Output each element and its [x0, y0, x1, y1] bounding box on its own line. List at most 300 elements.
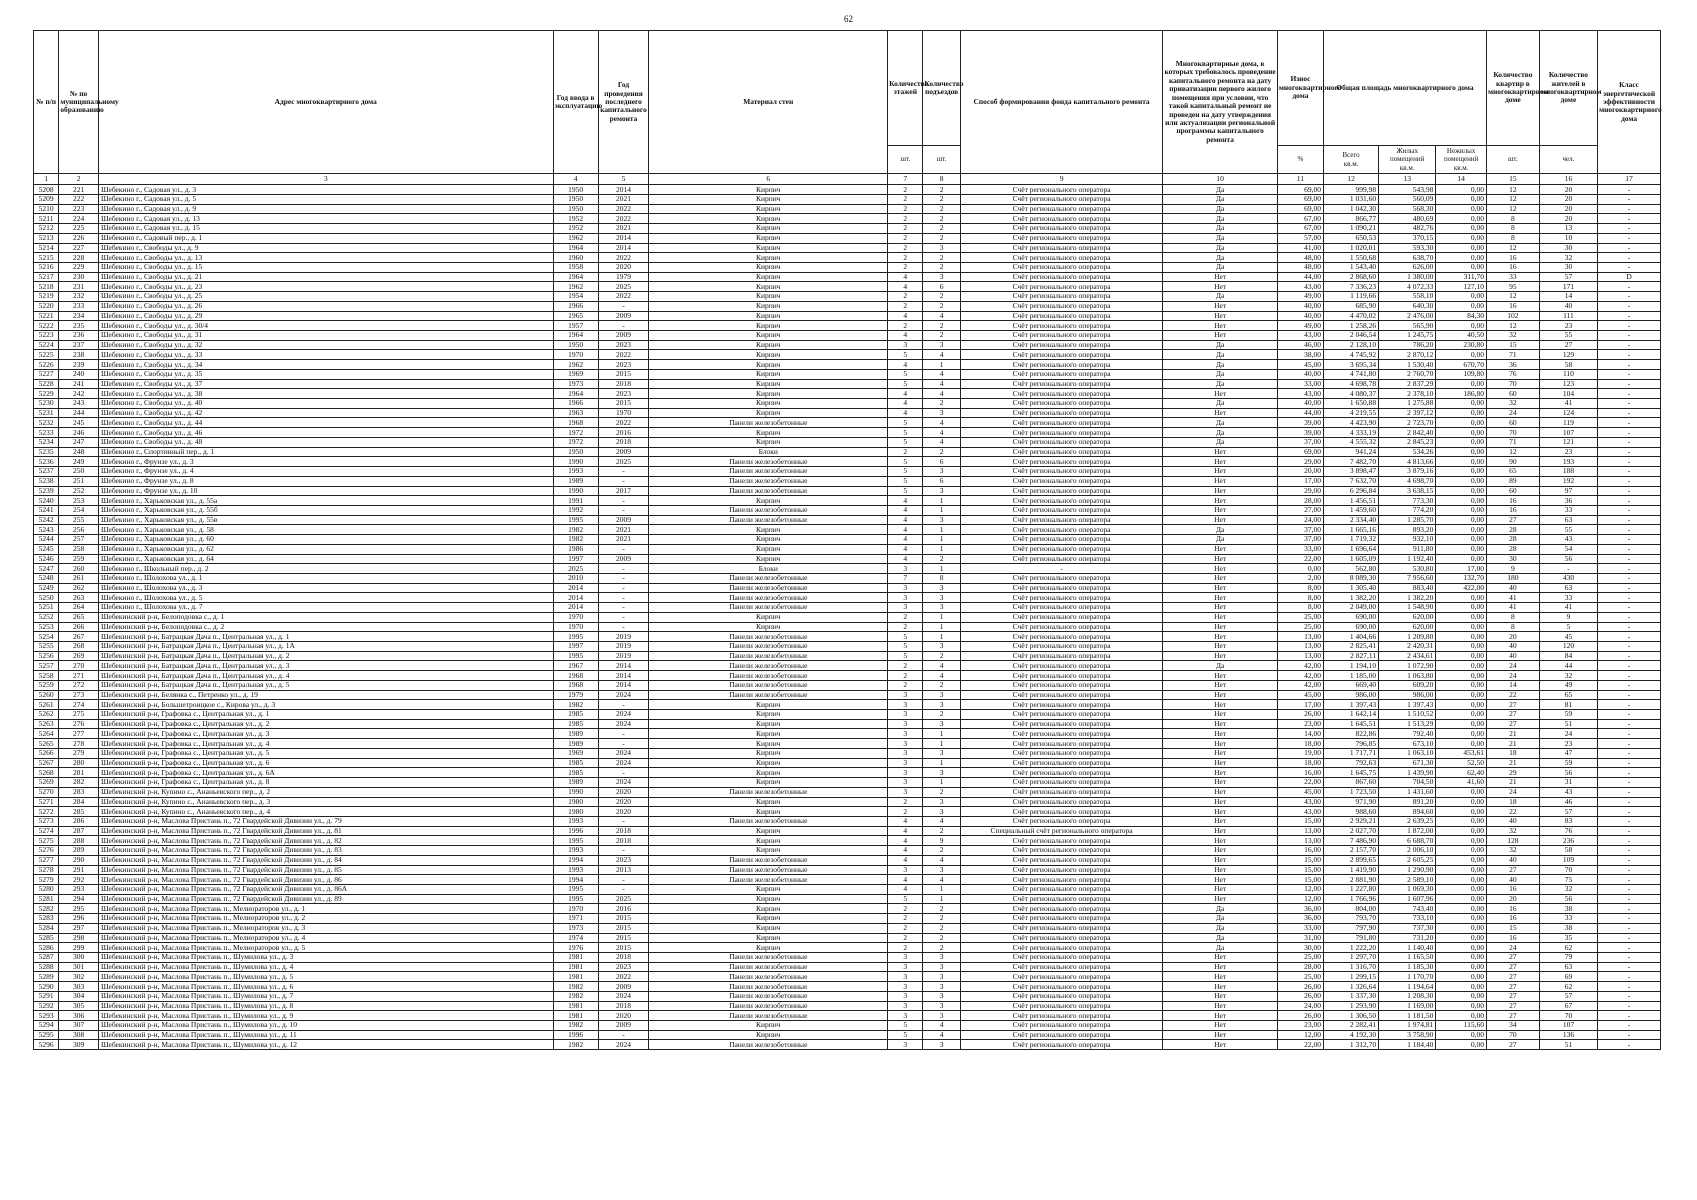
cell-fund-method: Счёт регионального оператора: [960, 573, 1163, 583]
cell-area-nonresidential: 0,00: [1436, 253, 1487, 263]
cell-residents: 14: [1539, 292, 1597, 302]
cell-floors: 5: [888, 428, 923, 438]
table-row: [34, 778, 1661, 788]
cell-area-residential: 640,30: [1379, 301, 1436, 311]
cell-apartments: 180: [1486, 573, 1539, 583]
cell-address: Шебекинский р-н, Маслова Пристань п., 72 Гвардейской Дивизии ул., д. 83: [98, 846, 553, 856]
cell-year-repair: -: [598, 729, 649, 739]
cell-area-total: 3 898,47: [1324, 467, 1379, 477]
cell-area-residential: 565,90: [1379, 321, 1436, 331]
cell-fund-method: Счёт регионального оператора: [960, 399, 1163, 409]
cell-residents: 59: [1539, 758, 1597, 768]
cell-municipal-number: 239: [59, 360, 99, 370]
cell-area-nonresidential: 0,00: [1436, 700, 1487, 710]
cell-row-number: 5249: [34, 583, 59, 593]
cell-area-total: 941,24: [1324, 447, 1379, 457]
cell-apartments: 12: [1486, 447, 1539, 457]
table-row: [34, 350, 1661, 360]
cell-apartments: 27: [1486, 710, 1539, 720]
cell-entrances: 2: [923, 194, 960, 204]
cell-year-repair: 2023: [598, 962, 649, 972]
cell-area-residential: 2 723,70: [1379, 418, 1436, 428]
cell-entrances: 6: [923, 457, 960, 467]
cell-address: Шебекинский р-н, Купино с., Ананьевского пер., д. 3: [98, 797, 553, 807]
cell-floors: 4: [888, 331, 923, 341]
cell-year-repair: 2025: [598, 282, 649, 292]
cell-wear-percent: 16,00: [1277, 768, 1323, 778]
table-row: [34, 914, 1661, 924]
cell-area-total: 2 049,00: [1324, 603, 1379, 613]
cell-energy-class: -: [1598, 399, 1661, 409]
cell-area-residential: 534,26: [1379, 447, 1436, 457]
cell-row-number: 5255: [34, 642, 59, 652]
table-row: [34, 282, 1661, 292]
cell-year-built: 1960: [553, 253, 598, 263]
cell-apartments: 128: [1486, 836, 1539, 846]
cell-year-built: 1990: [553, 486, 598, 496]
cell-row-number: 5292: [34, 1001, 59, 1011]
cell-row-number: 5223: [34, 331, 59, 341]
cell-address: Шебекинский р-н, Маслова Пристань п., Шумилова ул., д. 9: [98, 1011, 553, 1021]
cell-area-nonresidential: 0,00: [1436, 399, 1487, 409]
cell-fund-method: Счёт регионального оператора: [960, 729, 1163, 739]
cell-municipal-number: 306: [59, 1011, 99, 1021]
cell-area-nonresidential: 0,00: [1436, 262, 1487, 272]
cell-year-built: 1954: [553, 292, 598, 302]
table-row: [34, 991, 1661, 1001]
cell-year-repair: -: [598, 739, 649, 749]
cell-address: Шебекино г., Свободы ул., д. 21: [98, 272, 553, 282]
table-row: [34, 729, 1661, 739]
cell-year-built: 1989: [553, 778, 598, 788]
cell-apartments: 27: [1486, 1011, 1539, 1021]
cell-year-built: 1982: [553, 982, 598, 992]
cell-wall-material: Кирпич: [649, 914, 888, 924]
cell-residents: 20: [1539, 214, 1597, 224]
cell-wall-material: Панели железобетонные: [649, 972, 888, 982]
table-row: [34, 855, 1661, 865]
cell-repair-required: Нет: [1163, 1011, 1277, 1021]
cell-apartments: 27: [1486, 953, 1539, 963]
cell-area-total: 1 665,16: [1324, 525, 1379, 535]
cell-floors: 4: [888, 360, 923, 370]
cell-repair-required: Да: [1163, 399, 1277, 409]
cell-municipal-number: 303: [59, 982, 99, 992]
cell-area-residential: 671,30: [1379, 758, 1436, 768]
cell-entrances: 4: [923, 418, 960, 428]
cell-wall-material: Кирпич: [649, 748, 888, 758]
cell-fund-method: Счёт регионального оператора: [960, 331, 1163, 341]
cell-residents: 44: [1539, 661, 1597, 671]
cell-year-repair: 2015: [598, 399, 649, 409]
cell-municipal-number: 299: [59, 943, 99, 953]
table-row: [34, 214, 1661, 224]
cell-year-built: 1995: [553, 836, 598, 846]
cell-municipal-number: 304: [59, 991, 99, 1001]
cell-energy-class: -: [1598, 360, 1661, 370]
cell-wear-percent: 33,00: [1277, 544, 1323, 554]
cell-year-repair: 2024: [598, 778, 649, 788]
cell-wear-percent: 38,00: [1277, 350, 1323, 360]
cell-area-nonresidential: 0,00: [1436, 1030, 1487, 1040]
cell-floors: 4: [888, 525, 923, 535]
cell-entrances: 3: [923, 1011, 960, 1021]
cell-address: Шебекинский р-н, Маслова Пристань п., 72 Гвардейской Дивизии ул., д. 82: [98, 836, 553, 846]
cell-municipal-number: 285: [59, 807, 99, 817]
cell-area-nonresidential: 0,00: [1436, 651, 1487, 661]
cell-wall-material: Кирпич: [649, 797, 888, 807]
cell-year-repair: 2023: [598, 360, 649, 370]
cell-area-nonresidential: 186,80: [1436, 389, 1487, 399]
cell-wall-material: Панели железобетонные: [649, 1001, 888, 1011]
cell-wear-percent: 69,00: [1277, 185, 1323, 195]
cell-row-number: 5278: [34, 865, 59, 875]
cell-area-nonresidential: 0,00: [1436, 787, 1487, 797]
cell-wear-percent: 19,00: [1277, 748, 1323, 758]
cell-address: Шебекинский р-н, Большетроицкое с., Кирова ул., д. 3: [98, 700, 553, 710]
cell-row-number: 5285: [34, 933, 59, 943]
cell-fund-method: Счёт регионального оператора: [960, 846, 1163, 856]
cell-municipal-number: 221: [59, 185, 99, 195]
cell-address: Шебекино г., Свободы ул., д. 42: [98, 408, 553, 418]
cell-row-number: 5216: [34, 262, 59, 272]
cell-entrances: 3: [923, 865, 960, 875]
cell-wall-material: Кирпич: [649, 262, 888, 272]
cell-area-residential: 1 184,40: [1379, 1040, 1436, 1050]
cell-floors: 2: [888, 253, 923, 263]
cell-year-repair: -: [598, 816, 649, 826]
cell-apartments: 15: [1486, 923, 1539, 933]
cell-year-repair: 2022: [598, 204, 649, 214]
cell-residents: 110: [1539, 369, 1597, 379]
cell-residents: 83: [1539, 816, 1597, 826]
cell-repair-required: Нет: [1163, 748, 1277, 758]
column-number: 11: [1277, 174, 1323, 185]
cell-wear-percent: 41,00: [1277, 243, 1323, 253]
cell-area-nonresidential: 0,00: [1436, 797, 1487, 807]
cell-floors: 3: [888, 972, 923, 982]
cell-municipal-number: 236: [59, 331, 99, 341]
cell-wall-material: Кирпич: [649, 408, 888, 418]
cell-floors: 2: [888, 612, 923, 622]
cell-fund-method: Счёт регионального оператора: [960, 748, 1163, 758]
cell-entrances: 1: [923, 505, 960, 515]
cell-entrances: 3: [923, 962, 960, 972]
cell-municipal-number: 309: [59, 1040, 99, 1050]
cell-entrances: 3: [923, 603, 960, 613]
cell-year-built: 1973: [553, 379, 598, 389]
cell-wall-material: Панели железобетонные: [649, 583, 888, 593]
cell-address: Шебекинский р-н, Маслова Пристань п., 72 Гвардейской Дивизии ул., д. 79: [98, 816, 553, 826]
cell-energy-class: -: [1598, 214, 1661, 224]
cell-year-repair: 2020: [598, 797, 649, 807]
cell-floors: 3: [888, 710, 923, 720]
cell-row-number: 5271: [34, 797, 59, 807]
cell-wear-percent: 16,00: [1277, 846, 1323, 856]
cell-residents: 20: [1539, 185, 1597, 195]
cell-fund-method: Счёт регионального оператора: [960, 797, 1163, 807]
cell-wear-percent: 33,00: [1277, 379, 1323, 389]
cell-wall-material: Панели железобетонные: [649, 865, 888, 875]
cell-year-built: 1962: [553, 282, 598, 292]
cell-address: Шебекино г., Садовый пер., д. 1: [98, 233, 553, 243]
cell-area-total: 562,80: [1324, 564, 1379, 574]
cell-floors: 3: [888, 603, 923, 613]
cell-year-repair: 2015: [598, 943, 649, 953]
cell-energy-class: -: [1598, 389, 1661, 399]
cell-fund-method: Счёт регионального оператора: [960, 855, 1163, 865]
cell-area-total: 1 404,66: [1324, 632, 1379, 642]
cell-municipal-number: 277: [59, 729, 99, 739]
cell-wear-percent: 13,00: [1277, 836, 1323, 846]
cell-apartments: 27: [1486, 982, 1539, 992]
cell-row-number: 5274: [34, 826, 59, 836]
cell-municipal-number: 282: [59, 778, 99, 788]
cell-year-built: 1993: [553, 816, 598, 826]
cell-wear-percent: 22,00: [1277, 554, 1323, 564]
cell-year-repair: 2014: [598, 233, 649, 243]
cell-floors: 4: [888, 855, 923, 865]
cell-residents: 49: [1539, 680, 1597, 690]
cell-municipal-number: 241: [59, 379, 99, 389]
cell-municipal-number: 231: [59, 282, 99, 292]
col-header-16: Количество жителей в многоквартирном доме: [1539, 31, 1597, 146]
cell-area-nonresidential: 0,00: [1436, 816, 1487, 826]
cell-repair-required: Нет: [1163, 573, 1277, 583]
col-header-area-group: Общая площадь многоквартирного дома: [1324, 31, 1487, 146]
cell-municipal-number: 294: [59, 894, 99, 904]
cell-fund-method: Счёт регионального оператора: [960, 233, 1163, 243]
cell-area-nonresidential: 0,00: [1436, 418, 1487, 428]
cell-year-repair: 2009: [598, 515, 649, 525]
cell-municipal-number: 237: [59, 340, 99, 350]
cell-apartments: 20: [1486, 632, 1539, 642]
cell-year-built: 1993: [553, 846, 598, 856]
cell-area-residential: 1 439,90: [1379, 768, 1436, 778]
cell-energy-class: -: [1598, 729, 1661, 739]
cell-wall-material: Кирпич: [649, 496, 888, 506]
cell-address: Шебекино г., Свободы ул., д. 34: [98, 360, 553, 370]
cell-fund-method: Счёт регионального оператора: [960, 476, 1163, 486]
cell-floors: 2: [888, 807, 923, 817]
cell-row-number: 5253: [34, 622, 59, 632]
cell-wear-percent: 45,00: [1277, 787, 1323, 797]
cell-residents: 32: [1539, 253, 1597, 263]
table-row: [34, 476, 1661, 486]
cell-municipal-number: 240: [59, 369, 99, 379]
cell-area-nonresidential: 0,00: [1436, 904, 1487, 914]
cell-apartments: 14: [1486, 680, 1539, 690]
cell-year-built: 2010: [553, 573, 598, 583]
cell-floors: 4: [888, 875, 923, 885]
cell-row-number: 5222: [34, 321, 59, 331]
cell-repair-required: Нет: [1163, 865, 1277, 875]
cell-wear-percent: 18,00: [1277, 739, 1323, 749]
cell-address: Шебекинский р-н, Маслова Пристань п., Шумилова ул., д. 8: [98, 1001, 553, 1011]
cell-address: Шебекинский р-н, Батрацкая Дача п., Центральная ул., д. 3: [98, 661, 553, 671]
cell-area-nonresidential: 230,80: [1436, 340, 1487, 350]
cell-address: Шебекино г., Свободы ул., д. 32: [98, 340, 553, 350]
cell-repair-required: Нет: [1163, 836, 1277, 846]
cell-address: Шебекинский р-н, Белоподовка с., д. 1: [98, 612, 553, 622]
cell-row-number: 5219: [34, 292, 59, 302]
cell-energy-class: -: [1598, 554, 1661, 564]
cell-floors: 4: [888, 515, 923, 525]
cell-area-residential: 773,30: [1379, 496, 1436, 506]
cell-floors: 2: [888, 904, 923, 914]
cell-wall-material: Панели железобетонные: [649, 476, 888, 486]
cell-residents: 104: [1539, 389, 1597, 399]
cell-fund-method: Счёт регионального оператора: [960, 535, 1163, 545]
table-row: [34, 1040, 1661, 1050]
cell-floors: 4: [888, 496, 923, 506]
cell-wall-material: Кирпич: [649, 1021, 888, 1031]
cell-residents: 55: [1539, 525, 1597, 535]
cell-wall-material: Панели железобетонные: [649, 593, 888, 603]
cell-fund-method: Счёт регионального оператора: [960, 243, 1163, 253]
cell-apartments: 102: [1486, 311, 1539, 321]
cell-year-built: 1995: [553, 515, 598, 525]
cell-wall-material: Кирпич: [649, 379, 888, 389]
cell-repair-required: Нет: [1163, 972, 1277, 982]
cell-area-nonresidential: 62,40: [1436, 768, 1487, 778]
cell-entrances: 1: [923, 632, 960, 642]
cell-row-number: 5214: [34, 243, 59, 253]
cell-residents: 109: [1539, 855, 1597, 865]
cell-address: Шебекино г., Свободы ул., д. 33: [98, 350, 553, 360]
cell-year-repair: 2024: [598, 1040, 649, 1050]
table-row: [34, 972, 1661, 982]
cell-residents: 5: [1539, 622, 1597, 632]
cell-area-nonresidential: 0,00: [1436, 496, 1487, 506]
cell-year-repair: 2024: [598, 748, 649, 758]
cell-floors: 5: [888, 418, 923, 428]
cell-area-residential: 2 397,12: [1379, 408, 1436, 418]
cell-wall-material: Кирпич: [649, 224, 888, 234]
cell-address: Шебекино г., Садовая ул., д. 5: [98, 194, 553, 204]
cell-year-built: 1981: [553, 953, 598, 963]
cell-residents: 56: [1539, 894, 1597, 904]
table-row: [34, 272, 1661, 282]
cell-wear-percent: 69,00: [1277, 447, 1323, 457]
cell-floors: 2: [888, 622, 923, 632]
cell-area-nonresidential: 0,00: [1436, 243, 1487, 253]
cell-area-total: 866,77: [1324, 214, 1379, 224]
cell-row-number: 5264: [34, 729, 59, 739]
column-number: 9: [960, 174, 1163, 185]
cell-wear-percent: 12,00: [1277, 884, 1323, 894]
cell-energy-class: -: [1598, 690, 1661, 700]
cell-year-repair: -: [598, 564, 649, 574]
cell-wall-material: Кирпич: [649, 933, 888, 943]
cell-apartments: 89: [1486, 476, 1539, 486]
cell-entrances: 4: [923, 1021, 960, 1031]
cell-fund-method: Счёт регионального оператора: [960, 262, 1163, 272]
cell-municipal-number: 298: [59, 933, 99, 943]
cell-repair-required: Да: [1163, 904, 1277, 914]
cell-area-residential: 593,30: [1379, 243, 1436, 253]
cell-municipal-number: 233: [59, 301, 99, 311]
cell-area-nonresidential: 0,00: [1436, 194, 1487, 204]
cell-floors: 2: [888, 214, 923, 224]
cell-address: Шебекино г., Садовая ул., д. 13: [98, 214, 553, 224]
cell-area-nonresidential: 0,00: [1436, 505, 1487, 515]
cell-wall-material: Кирпич: [649, 233, 888, 243]
cell-year-built: 1969: [553, 369, 598, 379]
cell-address: Шебекинский р-н, Купино с., Ананьевского пер., д. 2: [98, 787, 553, 797]
cell-floors: 4: [888, 282, 923, 292]
cell-year-built: 1966: [553, 399, 598, 409]
cell-residents: 23: [1539, 739, 1597, 749]
table-row: [34, 622, 1661, 632]
table-row: [34, 496, 1661, 506]
cell-entrances: 2: [923, 399, 960, 409]
cell-municipal-number: 270: [59, 661, 99, 671]
cell-apartments: 12: [1486, 243, 1539, 253]
cell-year-built: 1958: [553, 262, 598, 272]
cell-wall-material: Кирпич: [649, 836, 888, 846]
cell-municipal-number: 272: [59, 680, 99, 690]
cell-entrances: 4: [923, 661, 960, 671]
cell-area-total: 1 194,10: [1324, 661, 1379, 671]
cell-row-number: 5257: [34, 661, 59, 671]
cell-wall-material: Панели железобетонные: [649, 505, 888, 515]
cell-year-built: 1972: [553, 428, 598, 438]
cell-year-built: 1982: [553, 991, 598, 1001]
cell-fund-method: Счёт регионального оператора: [960, 505, 1163, 515]
cell-repair-required: Нет: [1163, 991, 1277, 1001]
table-row: [34, 437, 1661, 447]
cell-year-built: 1996: [553, 826, 598, 836]
cell-residents: 32: [1539, 671, 1597, 681]
cell-entrances: 4: [923, 437, 960, 447]
cell-year-built: 2025: [553, 564, 598, 574]
cell-year-repair: -: [598, 612, 649, 622]
cell-area-total: 1 605,09: [1324, 554, 1379, 564]
cell-area-residential: 626,00: [1379, 262, 1436, 272]
cell-fund-method: Счёт регионального оператора: [960, 953, 1163, 963]
cell-apartments: 22: [1486, 807, 1539, 817]
cell-area-nonresidential: 0,00: [1436, 321, 1487, 331]
cell-address: Шебекинский р-н, Графовка с., Центральная ул., д. 5: [98, 748, 553, 758]
cell-wear-percent: 2,00: [1277, 573, 1323, 583]
cell-area-nonresidential: 0,00: [1436, 1040, 1487, 1050]
cell-wall-material: Кирпич: [649, 389, 888, 399]
cell-year-built: 1995: [553, 632, 598, 642]
cell-wall-material: Кирпич: [649, 1030, 888, 1040]
cell-year-built: 1964: [553, 272, 598, 282]
cell-entrances: 1: [923, 758, 960, 768]
cell-row-number: 5233: [34, 428, 59, 438]
cell-apartments: 12: [1486, 185, 1539, 195]
cell-year-repair: 2022: [598, 253, 649, 263]
cell-entrances: 1: [923, 360, 960, 370]
cell-area-nonresidential: 0,00: [1436, 535, 1487, 545]
cell-fund-method: Счёт регионального оператора: [960, 622, 1163, 632]
cell-area-residential: 2 378,10: [1379, 389, 1436, 399]
cell-year-built: 1994: [553, 855, 598, 865]
cell-wear-percent: 25,00: [1277, 972, 1323, 982]
cell-fund-method: Счёт регионального оператора: [960, 467, 1163, 477]
cell-fund-method: Счёт регионального оператора: [960, 612, 1163, 622]
cell-year-repair: -: [598, 321, 649, 331]
cell-year-built: 1971: [553, 914, 598, 924]
cell-area-nonresidential: 0,00: [1436, 972, 1487, 982]
cell-entrances: 3: [923, 768, 960, 778]
cell-energy-class: -: [1598, 408, 1661, 418]
cell-apartments: 40: [1486, 651, 1539, 661]
cell-area-total: 7 486,90: [1324, 836, 1379, 846]
